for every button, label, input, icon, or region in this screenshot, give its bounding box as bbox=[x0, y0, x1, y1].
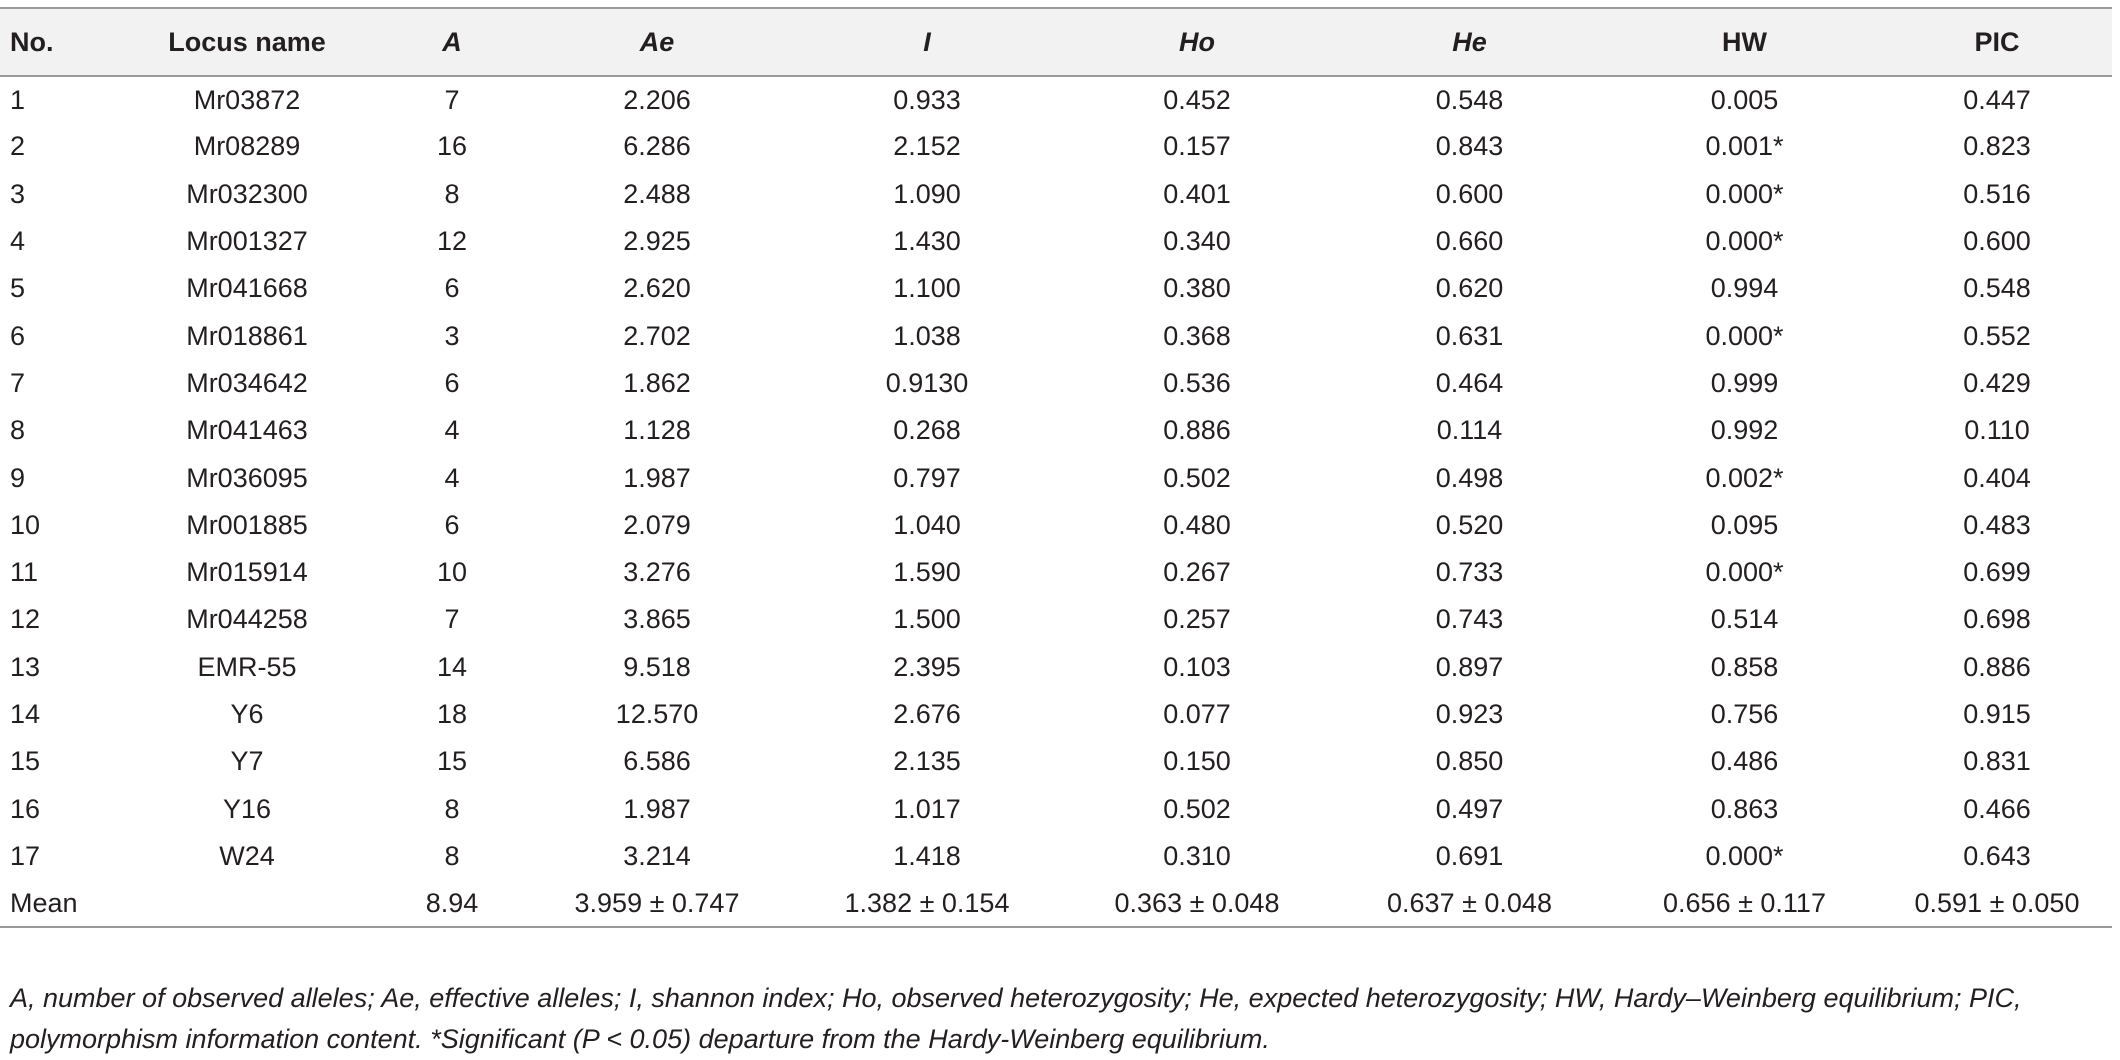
table-cell: 0.631 bbox=[1435, 320, 1504, 351]
table-cell: Mr041668 bbox=[186, 273, 308, 304]
table-cell: 0.001* bbox=[1705, 131, 1784, 162]
table-cell: 0.005 bbox=[1710, 84, 1779, 115]
table-cell: 0.002* bbox=[1705, 462, 1784, 493]
table-cell: 3.214 bbox=[623, 840, 691, 871]
table-cell: 3 bbox=[10, 178, 26, 209]
table-cell: EMR-55 bbox=[197, 651, 297, 682]
table-cell: 0.103 bbox=[1163, 651, 1231, 682]
table-cell: 0.863 bbox=[1710, 793, 1779, 824]
table-cell: Y6 bbox=[230, 699, 264, 729]
table-cell: 8.94 bbox=[382, 880, 522, 927]
table-row bbox=[0, 123, 2112, 170]
table-cell: 0.600 bbox=[1963, 226, 2031, 257]
table-cell: 0.886 bbox=[1163, 415, 1231, 446]
table-cell: 0.000* bbox=[1705, 226, 1784, 257]
table-row bbox=[0, 880, 2112, 927]
table-cell: 0.429 bbox=[1963, 367, 2031, 398]
table-cell: 0.340 bbox=[1163, 226, 1231, 257]
table-row bbox=[0, 360, 2112, 407]
table-row bbox=[0, 312, 2112, 359]
table-cell: 2.395 bbox=[893, 651, 961, 682]
table-cell: 6 bbox=[444, 273, 460, 304]
table-cell: 0.743 bbox=[1435, 604, 1504, 635]
table-cell: 0.999 bbox=[1710, 367, 1779, 398]
table-cell: Y16 bbox=[222, 793, 272, 824]
table-row bbox=[0, 265, 2112, 312]
table-cell: 0.483 bbox=[1963, 509, 2031, 540]
table-cell: 11 bbox=[10, 557, 39, 588]
table-cell: 0.077 bbox=[1163, 699, 1231, 729]
table-cell: 0.000* bbox=[1705, 557, 1784, 588]
table-row bbox=[0, 644, 2112, 691]
table-cell: 2.079 bbox=[623, 509, 691, 540]
table-cell: 0.797 bbox=[893, 462, 961, 493]
table-cell: 0.447 bbox=[1963, 84, 2031, 115]
table-cell: 5 bbox=[10, 273, 26, 304]
table-cell: 2.135 bbox=[893, 746, 961, 777]
table-cell: Mr08289 bbox=[193, 131, 301, 162]
table-cell: 2.152 bbox=[893, 131, 961, 162]
table-cell: 0.157 bbox=[1163, 131, 1231, 162]
table-cell: 0.464 bbox=[1435, 367, 1504, 398]
table-cell: 6 bbox=[444, 509, 460, 540]
table-cell: 7 bbox=[10, 367, 26, 398]
footnote-line-2: polymorphism information content. *Significant (P < 0.05) departure from the Hardy-Weinberg equilibrium. bbox=[10, 1024, 1270, 1054]
table-cell: Mr034642 bbox=[186, 367, 308, 398]
table-cell: 6.586 bbox=[623, 746, 691, 777]
header-hw: HW bbox=[1607, 8, 1882, 76]
table-cell: W24 bbox=[219, 840, 275, 871]
table-cell: 1.418 bbox=[893, 840, 961, 871]
table-cell: 0.994 bbox=[1710, 273, 1779, 304]
table-cell: 16 bbox=[436, 131, 468, 162]
table-cell: 9 bbox=[10, 462, 26, 493]
table-cell: 7 bbox=[444, 84, 460, 115]
table-cell: 1.862 bbox=[623, 367, 691, 398]
header-ho: Ho bbox=[1062, 8, 1332, 76]
header-locus-name: Locus name bbox=[112, 8, 382, 76]
table-cell: 0.000* bbox=[1705, 178, 1784, 209]
table-cell: 0.933 bbox=[893, 84, 961, 115]
table-cell: 0.548 bbox=[1963, 273, 2031, 304]
table-cell bbox=[112, 880, 382, 927]
table-cell: 0.514 bbox=[1710, 604, 1779, 635]
table-cell: 0.552 bbox=[1963, 320, 2031, 351]
header-pic: PIC bbox=[1882, 8, 2112, 76]
table-row bbox=[0, 596, 2112, 643]
table-cell: 0.643 bbox=[1963, 840, 2031, 871]
table-cell: 0.637 ± 0.048 bbox=[1332, 880, 1607, 927]
table-cell: 0.401 bbox=[1163, 178, 1231, 209]
table-cell: 0.267 bbox=[1163, 557, 1231, 588]
table-row bbox=[0, 833, 2112, 880]
table-cell: 0.923 bbox=[1435, 699, 1504, 729]
table-cell: 14 bbox=[436, 651, 468, 682]
locus-statistics-table bbox=[0, 7, 2112, 928]
table-row bbox=[0, 454, 2112, 501]
table-cell: 0.850 bbox=[1435, 746, 1504, 777]
table-cell: 2.925 bbox=[623, 226, 691, 257]
table-cell: 1.590 bbox=[893, 557, 961, 588]
table-cell: Mr001885 bbox=[186, 509, 308, 540]
table-row bbox=[0, 502, 2112, 549]
table-cell: 0.150 bbox=[1163, 746, 1231, 777]
table-cell: 0.498 bbox=[1435, 462, 1504, 493]
table-cell: 8 bbox=[444, 178, 460, 209]
table-cell: 1 bbox=[10, 84, 26, 115]
table-cell: 1.038 bbox=[893, 320, 961, 351]
table-cell: 17 bbox=[10, 840, 41, 871]
table-cell: 0.502 bbox=[1163, 793, 1231, 824]
table-row bbox=[0, 218, 2112, 265]
table-cell: 0.756 bbox=[1710, 699, 1779, 729]
table-cell: 1.017 bbox=[893, 793, 961, 824]
table-cell: 3 bbox=[444, 320, 460, 351]
table-cell: 0.548 bbox=[1435, 84, 1504, 115]
table-row bbox=[0, 691, 2112, 738]
table-cell: 0.368 bbox=[1163, 320, 1231, 351]
table-cell: 2.676 bbox=[893, 699, 961, 729]
table-cell: 15 bbox=[436, 746, 468, 777]
table-cell: 0.486 bbox=[1710, 746, 1779, 777]
table-cell: 0.699 bbox=[1963, 557, 2031, 588]
table-cell: 6.286 bbox=[623, 131, 691, 162]
table-cell: 1.100 bbox=[893, 273, 961, 304]
table-cell: 1.987 bbox=[623, 462, 691, 493]
table-cell: 2 bbox=[10, 131, 26, 162]
table-cell: 14 bbox=[10, 699, 41, 729]
table-cell: 1.382 ± 0.154 bbox=[792, 880, 1062, 927]
table-row bbox=[0, 407, 2112, 454]
table-cell: 0.843 bbox=[1435, 131, 1504, 162]
table-cell: 12 bbox=[10, 604, 41, 635]
table-cell: 8 bbox=[444, 840, 460, 871]
table-cell: 1.090 bbox=[893, 178, 961, 209]
table-cell: 0.915 bbox=[1963, 699, 2031, 729]
table-cell: 0.620 bbox=[1435, 273, 1504, 304]
table-cell: 0.480 bbox=[1163, 509, 1231, 540]
header-i: I bbox=[792, 8, 1062, 76]
table-cell: Mr044258 bbox=[186, 604, 308, 635]
table-cell: 0.000* bbox=[1705, 320, 1784, 351]
header-he: He bbox=[1332, 8, 1607, 76]
table-cell: 9.518 bbox=[623, 651, 691, 682]
header-a: A bbox=[382, 8, 522, 76]
table-cell: 0.536 bbox=[1163, 367, 1231, 398]
table-cell: 6 bbox=[444, 367, 460, 398]
table-cell: Y7 bbox=[230, 746, 264, 777]
table-cell: 0.992 bbox=[1710, 415, 1779, 446]
table-cell: 7 bbox=[444, 604, 460, 635]
table-cell: 0.656 ± 0.117 bbox=[1607, 880, 1882, 927]
table-cell: 0.897 bbox=[1435, 651, 1504, 682]
table-cell: 0.404 bbox=[1963, 462, 2031, 493]
header-no: No. bbox=[0, 8, 112, 76]
table-cell: 18 bbox=[436, 699, 468, 729]
table-cell: 0.660 bbox=[1435, 226, 1504, 257]
table-header-row bbox=[0, 8, 2112, 76]
table-cell: 2.206 bbox=[623, 84, 691, 115]
table-cell: 0.363 ± 0.048 bbox=[1062, 880, 1332, 927]
table-cell: 0.497 bbox=[1435, 793, 1504, 824]
table-cell: Mr041463 bbox=[186, 415, 308, 446]
table-cell: 3.865 bbox=[623, 604, 691, 635]
table-cell: 0.310 bbox=[1163, 840, 1231, 871]
table-cell: 1.128 bbox=[623, 415, 691, 446]
table-cell: Mean bbox=[0, 880, 112, 927]
table-cell: 1.500 bbox=[893, 604, 961, 635]
table-cell: 0.591 ± 0.050 bbox=[1882, 880, 2112, 927]
table-cell: 0.733 bbox=[1435, 557, 1504, 588]
table-cell: 0.691 bbox=[1435, 840, 1504, 871]
table-cell: 0.600 bbox=[1435, 178, 1504, 209]
header-ae: Ae bbox=[522, 8, 792, 76]
table-cell: 0.452 bbox=[1163, 84, 1231, 115]
table-cell: Mr036095 bbox=[186, 462, 308, 493]
table-cell: 3.276 bbox=[623, 557, 691, 588]
table-cell: Mr03872 bbox=[193, 84, 301, 115]
table-cell: 0.9130 bbox=[885, 367, 969, 398]
table-cell: 0.000* bbox=[1705, 840, 1784, 871]
table-cell: 3.959 ± 0.747 bbox=[522, 880, 792, 927]
table-cell: 0.831 bbox=[1963, 746, 2031, 777]
table-cell: 4 bbox=[10, 226, 26, 257]
table-cell: 0.114 bbox=[1436, 415, 1503, 446]
table-cell: 0.823 bbox=[1963, 131, 2031, 162]
table-cell: 2.488 bbox=[623, 178, 691, 209]
table-cell: 6 bbox=[10, 320, 26, 351]
table-cell: 0.380 bbox=[1163, 273, 1231, 304]
table-cell: 0.502 bbox=[1163, 462, 1231, 493]
table-cell: 0.110 bbox=[1964, 415, 2030, 446]
table-cell: 2.620 bbox=[623, 273, 691, 304]
table-row bbox=[0, 785, 2112, 832]
table-row bbox=[0, 171, 2112, 218]
table-cell: 8 bbox=[10, 415, 26, 446]
table-footnote bbox=[10, 978, 2110, 1060]
table-cell: 0.516 bbox=[1963, 178, 2031, 209]
table-cell: 8 bbox=[444, 793, 460, 824]
table-cell: 0.466 bbox=[1963, 793, 2031, 824]
table-cell: 10 bbox=[10, 509, 41, 540]
table-cell: Mr032300 bbox=[186, 178, 308, 209]
table-cell: 0.268 bbox=[893, 415, 961, 446]
table-cell: Mr018861 bbox=[186, 320, 308, 351]
table-cell: 12.570 bbox=[615, 699, 699, 729]
table-cell: 0.858 bbox=[1710, 651, 1779, 682]
table-row bbox=[0, 76, 2112, 123]
table-cell: 1.987 bbox=[623, 793, 691, 824]
table-cell: 16 bbox=[10, 793, 41, 824]
table-row bbox=[0, 549, 2112, 596]
footnote-line-1: A, number of observed alleles; Ae, effective alleles; I, shannon index; Ho, observed heterozygosity; He, expected heterozygosity; HW, Hardy–Weinberg equilibrium; PIC, bbox=[10, 983, 2022, 1013]
table-cell: Mr015914 bbox=[186, 557, 308, 588]
table-cell: 1.040 bbox=[893, 509, 961, 540]
table-cell: 0.698 bbox=[1963, 604, 2031, 635]
table-cell: Mr001327 bbox=[186, 226, 308, 257]
table-row bbox=[0, 738, 2112, 785]
table-cell: 15 bbox=[10, 746, 41, 777]
table-cell: 0.257 bbox=[1163, 604, 1231, 635]
table-cell: 0.520 bbox=[1435, 509, 1504, 540]
table-cell: 12 bbox=[436, 226, 468, 257]
table-cell: 13 bbox=[10, 651, 41, 682]
table-cell: 4 bbox=[444, 462, 460, 493]
table-cell: 0.886 bbox=[1963, 651, 2031, 682]
table-cell: 10 bbox=[436, 557, 468, 588]
table-cell: 2.702 bbox=[623, 320, 691, 351]
table-cell: 0.095 bbox=[1710, 509, 1779, 540]
table-cell: 1.430 bbox=[893, 226, 961, 257]
table-cell: 4 bbox=[444, 415, 460, 446]
